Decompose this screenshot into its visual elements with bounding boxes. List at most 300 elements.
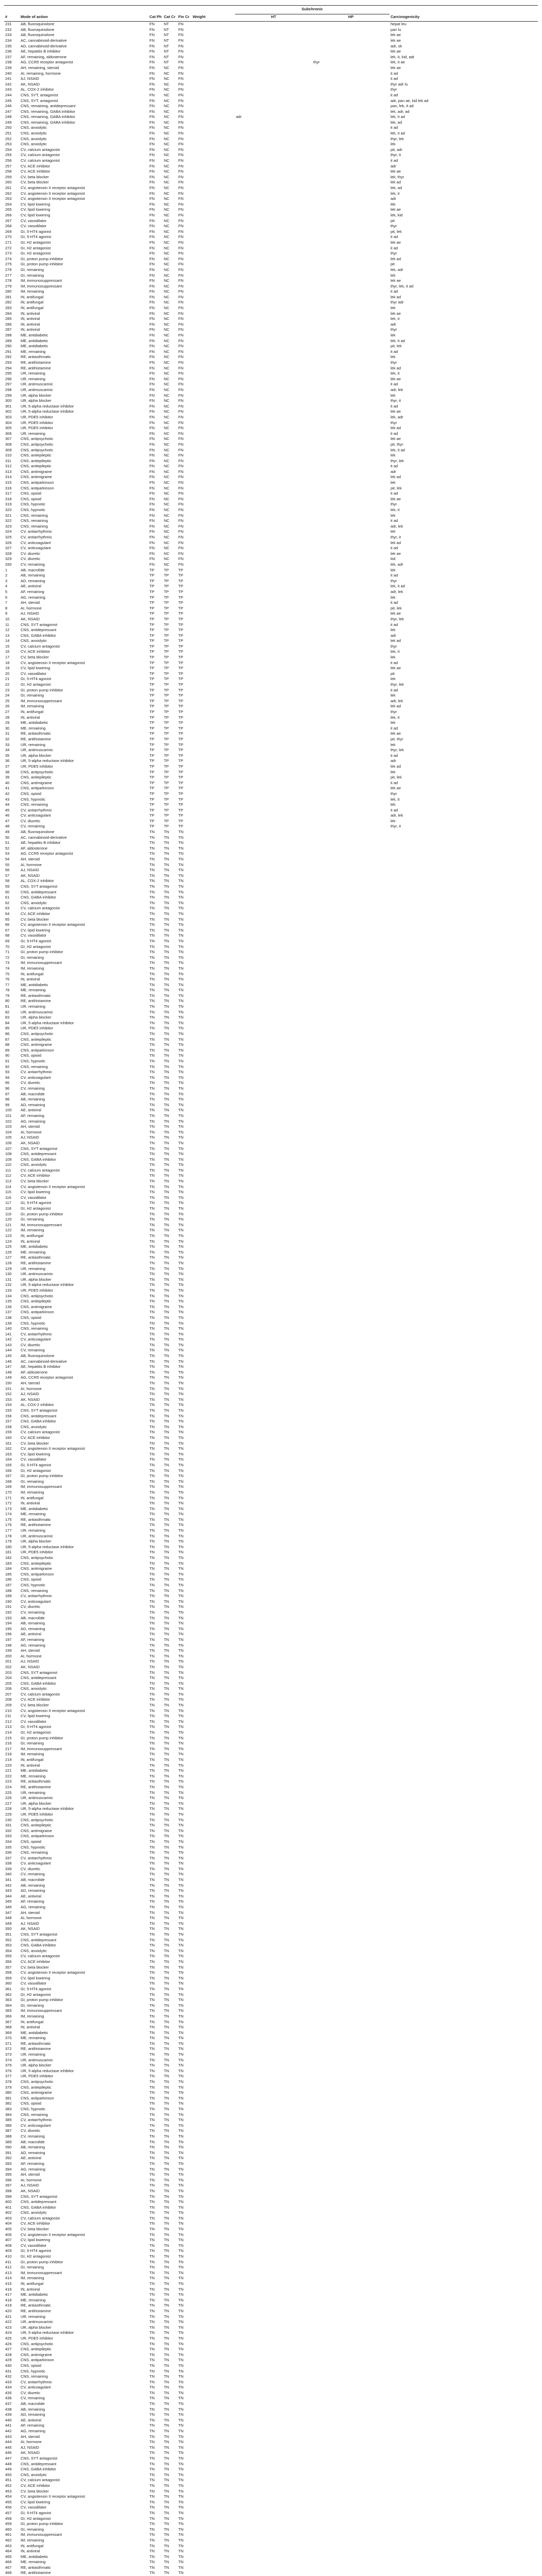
cell-num: 110 — [5, 1162, 11, 1167]
cell-cat-ph: TN — [149, 1681, 155, 1686]
cell-weight — [192, 251, 235, 257]
cell-cat-ph: TN — [149, 1047, 155, 1053]
cell-fin-cr: TN — [178, 1779, 183, 1784]
cell-fin-cr: TN — [178, 2319, 183, 2325]
cell-cat-ph: TN — [149, 1037, 155, 1042]
cell-fin-cr: TN — [178, 1642, 183, 1648]
cell-cat-ph: TN — [149, 1118, 155, 1124]
cell-num: 235 — [5, 43, 12, 48]
table-row — [4, 1496, 538, 1501]
cell-cat-ph: TN — [149, 1948, 155, 1953]
cell-mode-of-action: AJ, NSAID — [21, 2445, 39, 2450]
cell-carcinogenicity — [389, 1184, 538, 1190]
cell-ht — [235, 1512, 312, 1517]
cell-fin-cr: TN — [178, 1211, 183, 1216]
cell-carcinogenicity — [389, 2189, 538, 2194]
cell-hp — [312, 333, 389, 338]
cell-cat-cr: TN — [164, 2445, 169, 2450]
cell-cat-cr: TN — [164, 1369, 169, 1375]
cell-cat-ph: TP — [149, 567, 155, 572]
cell-hp — [312, 1086, 389, 1092]
cell-mode-of-action: CNS, antiparkinson — [21, 485, 54, 490]
cell-weight — [192, 758, 235, 764]
cell-fin-cr: FN — [178, 92, 183, 97]
cell-mode-of-action: CV, lipid lowering — [21, 1451, 50, 1456]
cell-num: 393 — [5, 2161, 12, 2166]
cell-hp — [312, 1528, 389, 1534]
cell-fin-cr: TN — [178, 1369, 183, 1375]
cell-cat-ph: TN — [149, 1790, 155, 1795]
header-carcinogenicity: Carcinogenicity — [389, 6, 538, 22]
cell-cat-cr: TN — [164, 1899, 169, 1904]
cell-weight — [192, 1954, 235, 1959]
cell-fin-cr: TN — [178, 1047, 183, 1053]
cell-cat-ph: TN — [149, 2554, 155, 2559]
cell-carcinogenicity — [389, 2467, 538, 2472]
cell-hp — [312, 1223, 389, 1228]
cell-fin-cr: TN — [178, 1004, 183, 1009]
cell-weight — [192, 404, 235, 410]
cell-cat-cr: TN — [164, 1850, 169, 1855]
cell-weight — [192, 562, 235, 568]
cell-hp — [312, 1048, 389, 1054]
cell-ht — [235, 1926, 312, 1932]
cell-weight — [192, 1053, 235, 1059]
cell-ht — [235, 890, 312, 895]
cell-mode-of-action: ME, antidiabetic — [21, 720, 48, 725]
table-row — [4, 748, 538, 753]
cell-cat-ph: FN — [149, 131, 155, 136]
cell-cat-ph: TN — [149, 1468, 155, 1473]
cell-ht — [235, 2254, 312, 2260]
cell-cat-ph: TN — [149, 2057, 155, 2062]
cell-carcinogenicity: lek, ad — [391, 120, 402, 125]
cell-ht — [235, 524, 312, 530]
cell-ht — [235, 824, 312, 829]
cell-hp — [312, 770, 389, 775]
cell-mode-of-action: UR, alpha blocker — [21, 398, 52, 403]
cell-num: 192 — [5, 1609, 12, 1615]
cell-cat-cr: TN — [164, 1872, 169, 1877]
cell-carcinogenicity — [389, 1141, 538, 1146]
cell-cat-ph: TN — [149, 1179, 155, 1184]
table-row — [4, 2478, 538, 2483]
cell-num: 368 — [5, 2025, 12, 2030]
table-row — [4, 1348, 538, 1353]
cell-carcinogenicity: it ad — [391, 125, 398, 130]
cell-ht — [235, 1910, 312, 1916]
cell-num: 410 — [5, 2254, 12, 2259]
cell-mode-of-action: CV, lipid lowering — [21, 927, 50, 933]
table-row — [4, 60, 538, 65]
cell-carcinogenicity — [389, 2101, 538, 2107]
cell-carcinogenicity — [389, 1425, 538, 1430]
cell-cat-ph: TN — [149, 1599, 155, 1604]
cell-cat-ph: TN — [149, 2325, 155, 2330]
table-row — [4, 1064, 538, 1070]
cell-mode-of-action: IN, antiviral — [21, 327, 40, 332]
cell-ht — [235, 2401, 312, 2407]
table-row — [4, 1534, 538, 1539]
cell-fin-cr: FN — [178, 163, 183, 168]
cell-hp — [312, 1981, 389, 1987]
cell-num: 415 — [5, 2281, 12, 2286]
cell-weight — [192, 431, 235, 437]
cell-carcinogenicity — [389, 2107, 538, 2112]
cell-weight — [192, 1938, 235, 1943]
cell-mode-of-action: CNS, anxiolytic — [21, 1424, 47, 1429]
cell-fin-cr: TN — [178, 900, 183, 905]
cell-weight — [192, 1566, 235, 1572]
cell-weight — [192, 2570, 235, 2576]
cell-fin-cr: TN — [178, 868, 183, 873]
cell-cat-cr: TN — [164, 1195, 169, 1200]
cell-cat-cr: TN — [164, 2560, 169, 2565]
cell-mode-of-action: RE, antihistamine — [21, 2570, 51, 2575]
cell-cat-ph: TN — [149, 2417, 155, 2422]
cell-weight — [192, 49, 235, 55]
cell-weight — [192, 1845, 235, 1851]
cell-cat-ph: FN — [149, 311, 155, 316]
cell-cat-ph: TN — [149, 1320, 155, 1326]
cell-num: 41 — [5, 786, 10, 791]
cell-num: 180 — [5, 1544, 12, 1549]
cell-cat-cr: TN — [164, 1861, 169, 1866]
cell-ht — [235, 2292, 312, 2298]
cell-carcinogenicity — [389, 2516, 538, 2522]
cell-ht — [235, 1244, 312, 1250]
cell-hp — [312, 2140, 389, 2145]
cell-mode-of-action: IM, immunosuppressant — [21, 278, 62, 283]
cell-fin-cr: TN — [178, 895, 183, 900]
cell-carcinogenicity — [389, 2374, 538, 2380]
cell-cat-ph: TN — [149, 1124, 155, 1129]
cell-num: 436 — [5, 2396, 12, 2401]
cell-hp — [312, 1092, 389, 1097]
cell-weight — [192, 1010, 235, 1015]
cell-cat-cr: TP — [164, 605, 169, 611]
cell-ht — [235, 562, 312, 568]
cell-carcinogenicity: pit — [391, 262, 395, 267]
cell-hp — [312, 1288, 389, 1294]
cell-fin-cr: TN — [178, 1424, 183, 1429]
cell-mode-of-action: CNS, antipsychotic — [21, 442, 54, 447]
cell-ht — [235, 1206, 312, 1212]
cell-mode-of-action: GI, proton pump inhibitor — [21, 2521, 63, 2527]
cell-hp — [312, 1588, 389, 1594]
cell-hp — [312, 737, 389, 742]
cell-ht — [235, 2058, 312, 2063]
cell-cat-ph: TN — [149, 2019, 155, 2024]
cell-fin-cr: TN — [178, 1397, 183, 1402]
cell-carcinogenicity — [389, 1457, 538, 1463]
cell-hp — [312, 671, 389, 677]
cell-cat-ph: TN — [149, 2319, 155, 2325]
cell-carcinogenicity — [389, 2008, 538, 2014]
table-row — [4, 218, 538, 224]
table-row — [4, 49, 538, 55]
cell-fin-cr: TN — [178, 1282, 183, 1287]
cell-carcinogenicity — [389, 944, 538, 950]
cell-num: 198 — [5, 1642, 12, 1648]
cell-ht — [235, 464, 312, 469]
cell-weight — [192, 382, 235, 387]
cell-fin-cr: TP — [178, 709, 183, 714]
cell-cat-cr: NC — [164, 65, 170, 70]
cell-hp — [312, 448, 389, 453]
cell-cat-cr: TP — [164, 796, 169, 802]
cell-num: 85 — [5, 1026, 10, 1031]
cell-weight — [192, 2565, 235, 2571]
cell-cat-cr: TN — [164, 2101, 169, 2106]
cell-mode-of-action: CV, vasodilator — [21, 2505, 47, 2510]
cell-hp — [312, 218, 389, 224]
cell-cat-cr: NC — [164, 131, 170, 136]
cell-hp — [312, 409, 389, 415]
cell-num: 364 — [5, 2003, 12, 2008]
cell-fin-cr: FN — [178, 71, 183, 76]
cell-mode-of-action: CNS, SYT antagonist — [21, 2456, 58, 2461]
table-row — [4, 682, 538, 688]
cell-hp — [312, 813, 389, 819]
cell-ht — [235, 1572, 312, 1578]
cell-cat-cr: TN — [164, 2368, 169, 2374]
cell-ht — [235, 152, 312, 158]
cell-cat-ph: FN — [149, 180, 155, 185]
cell-cat-ph: TN — [149, 2041, 155, 2046]
cell-fin-cr: TP — [178, 666, 183, 671]
cell-weight — [192, 2434, 235, 2440]
table-row — [4, 360, 538, 366]
table-row — [4, 1899, 538, 1905]
cell-ht — [235, 1080, 312, 1086]
cell-weight — [192, 1894, 235, 1900]
cell-cat-cr: TN — [164, 2532, 169, 2537]
cell-ht — [235, 1397, 312, 1403]
cell-ht — [235, 2172, 312, 2178]
cell-fin-cr: TN — [178, 2150, 183, 2155]
cell-hp — [312, 1244, 389, 1250]
cell-fin-cr: FN — [178, 382, 183, 387]
cell-hp — [312, 2003, 389, 2009]
cell-ht — [235, 2276, 312, 2281]
cell-hp — [312, 2385, 389, 2391]
cell-cat-ph: TN — [149, 1222, 155, 1227]
cell-weight — [192, 972, 235, 977]
cell-carcinogenicity — [389, 1997, 538, 2003]
table-row — [4, 87, 538, 93]
cell-cat-cr: TN — [164, 1926, 169, 1931]
cell-weight — [192, 2036, 235, 2041]
cell-hp — [312, 1877, 389, 1883]
cell-weight — [192, 377, 235, 382]
cell-hp — [312, 1675, 389, 1681]
cell-hp — [312, 1867, 389, 1872]
cell-mode-of-action: RE, antiasthmatic — [21, 731, 51, 736]
cell-num: 427 — [5, 2347, 12, 2352]
table-row — [4, 1910, 538, 1916]
table-row — [4, 797, 538, 803]
cell-hp — [312, 426, 389, 431]
cell-num: 190 — [5, 1599, 12, 1604]
cell-num: 227 — [5, 1801, 12, 1806]
cell-cat-cr: TN — [164, 2488, 169, 2494]
cell-mode-of-action: AI, hormone — [21, 2177, 42, 2182]
cell-ht — [235, 344, 312, 349]
cell-hp — [312, 1714, 389, 1719]
table-row — [4, 1812, 538, 1818]
cell-cat-cr: TN — [164, 1495, 169, 1500]
cell-fin-cr: TP — [178, 578, 183, 583]
cell-mode-of-action: GI, remaining — [21, 2265, 44, 2270]
cell-mode-of-action: UR, 5-alpha reductase inhibitor — [21, 1020, 74, 1025]
cell-fin-cr: TN — [178, 1637, 183, 1642]
cell-hp — [312, 1626, 389, 1632]
cell-mode-of-action: CNS, antiepileptic — [21, 1823, 52, 1828]
cell-mode-of-action: CV, angiotensin II receptor antagonist — [21, 1446, 85, 1451]
cell-ht — [235, 1905, 312, 1910]
cell-carcinogenicity — [389, 2462, 538, 2467]
cell-weight — [192, 1146, 235, 1152]
cell-cat-cr: TN — [164, 2417, 169, 2422]
cell-mode-of-action: CV, calcium antagonist — [21, 906, 60, 911]
cell-num: 258 — [5, 169, 12, 174]
cell-cat-ph: TN — [149, 1779, 155, 1784]
cell-fin-cr: TN — [178, 917, 183, 922]
cell-ht — [235, 2199, 312, 2205]
cell-weight — [192, 202, 235, 208]
cell-weight — [192, 1785, 235, 1790]
cell-weight — [192, 2232, 235, 2238]
cell-cat-cr: NC — [164, 321, 170, 327]
cell-cat-cr: TN — [164, 2063, 169, 2068]
cell-weight — [192, 2134, 235, 2140]
cell-hp — [312, 2483, 389, 2489]
cell-fin-cr: TN — [178, 1239, 183, 1244]
table-row — [4, 2189, 538, 2194]
table-row — [4, 27, 538, 33]
cell-fin-cr: TN — [178, 2554, 183, 2559]
cell-weight — [192, 44, 235, 49]
cell-carcinogenicity — [389, 1261, 538, 1266]
cell-hp — [312, 878, 389, 884]
cell-ht — [235, 2085, 312, 2091]
cell-weight — [192, 1048, 235, 1054]
cell-mode-of-action: AE, hepatitis B inhibitor — [21, 1364, 61, 1369]
cell-hp — [312, 2418, 389, 2424]
cell-fin-cr: TN — [178, 1626, 183, 1631]
table-row — [4, 2467, 538, 2472]
cell-cat-ph: TN — [149, 2013, 155, 2019]
cell-mode-of-action: CV, beta blocker — [21, 1179, 49, 1184]
table-row — [4, 180, 538, 185]
cell-cat-cr: TN — [164, 1353, 169, 1359]
cell-cat-cr: TN — [164, 1506, 169, 1511]
cell-num: 51 — [5, 840, 10, 845]
cell-num: 354 — [5, 1948, 12, 1953]
cell-weight — [192, 1997, 235, 2003]
cell-num: 468 — [5, 2570, 12, 2575]
cell-fin-cr: TN — [178, 1566, 183, 1571]
table-row — [4, 2565, 538, 2571]
cell-carcinogenicity: it ad — [391, 780, 398, 785]
cell-cat-cr: TN — [164, 1604, 169, 1609]
cell-weight — [192, 1675, 235, 1681]
cell-cat-cr: TN — [164, 2363, 169, 2368]
cell-carcinogenicity — [389, 1785, 538, 1790]
cell-cat-cr: TN — [164, 2259, 169, 2264]
cell-cat-ph: TN — [149, 1735, 155, 1740]
cell-cat-ph: TN — [149, 2128, 155, 2133]
cell-hp — [312, 1545, 389, 1550]
cell-cat-ph: FN — [149, 54, 155, 59]
table-row — [4, 1905, 538, 1910]
cell-cat-ph: TP — [149, 753, 155, 758]
cell-cat-cr: TN — [164, 2286, 169, 2292]
table-row — [4, 546, 538, 551]
cell-cat-ph: TN — [149, 1195, 155, 1200]
cell-weight — [192, 1239, 235, 1245]
cell-ht — [235, 474, 312, 480]
cell-fin-cr: TN — [178, 2401, 183, 2406]
cell-fin-cr: TP — [178, 704, 183, 709]
cell-ht — [235, 1888, 312, 1894]
cell-ht — [235, 1916, 312, 1921]
cell-mode-of-action: IM, immunosuppressant — [21, 1746, 62, 1751]
cell-mode-of-action: IM, remaining — [21, 2013, 44, 2019]
cell-hp — [312, 862, 389, 868]
cell-mode-of-action: AC, cannabinoid-derivative — [21, 835, 67, 840]
cell-hp — [312, 393, 389, 399]
table-row — [4, 2260, 538, 2265]
cell-num: 375 — [5, 2063, 12, 2068]
cell-hp — [312, 1517, 389, 1523]
cell-weight — [192, 2347, 235, 2352]
cell-weight — [192, 775, 235, 781]
cell-cat-cr: TP — [164, 567, 169, 572]
cell-fin-cr: TN — [178, 2363, 183, 2368]
cell-cat-ph: FN — [149, 185, 155, 190]
cell-fin-cr: FN — [178, 507, 183, 513]
cell-mode-of-action: AB, macrolide — [21, 1615, 45, 1620]
cell-cat-cr: NC — [164, 256, 170, 261]
table-row — [4, 922, 538, 928]
cell-cat-cr: TN — [164, 1070, 169, 1075]
cell-hp — [312, 213, 389, 218]
cell-weight — [192, 2521, 235, 2527]
cell-weight — [192, 1970, 235, 1976]
cell-mode-of-action: CNS, GABA inhibitor — [21, 1681, 56, 1686]
cell-cat-cr: TN — [164, 1834, 169, 1839]
cell-cat-cr: TN — [164, 1424, 169, 1429]
cell-ht — [235, 2483, 312, 2489]
cell-cat-ph: TN — [149, 2499, 155, 2504]
table-row — [4, 1877, 538, 1883]
cell-cat-ph: FN — [149, 294, 155, 299]
cell-num: 455 — [5, 2499, 12, 2504]
cell-carcinogenicity: lek ae — [391, 38, 401, 43]
cell-cat-cr: NC — [164, 125, 170, 130]
table-row — [4, 2292, 538, 2298]
table-row — [4, 1381, 538, 1386]
cell-ht — [235, 835, 312, 841]
cell-cat-ph: TN — [149, 2483, 155, 2488]
cell-hp — [312, 518, 389, 524]
cell-cat-ph: FN — [149, 513, 155, 518]
cell-num: 241 — [5, 76, 12, 81]
table-row — [4, 2270, 538, 2276]
cell-fin-cr: TN — [178, 2166, 183, 2172]
